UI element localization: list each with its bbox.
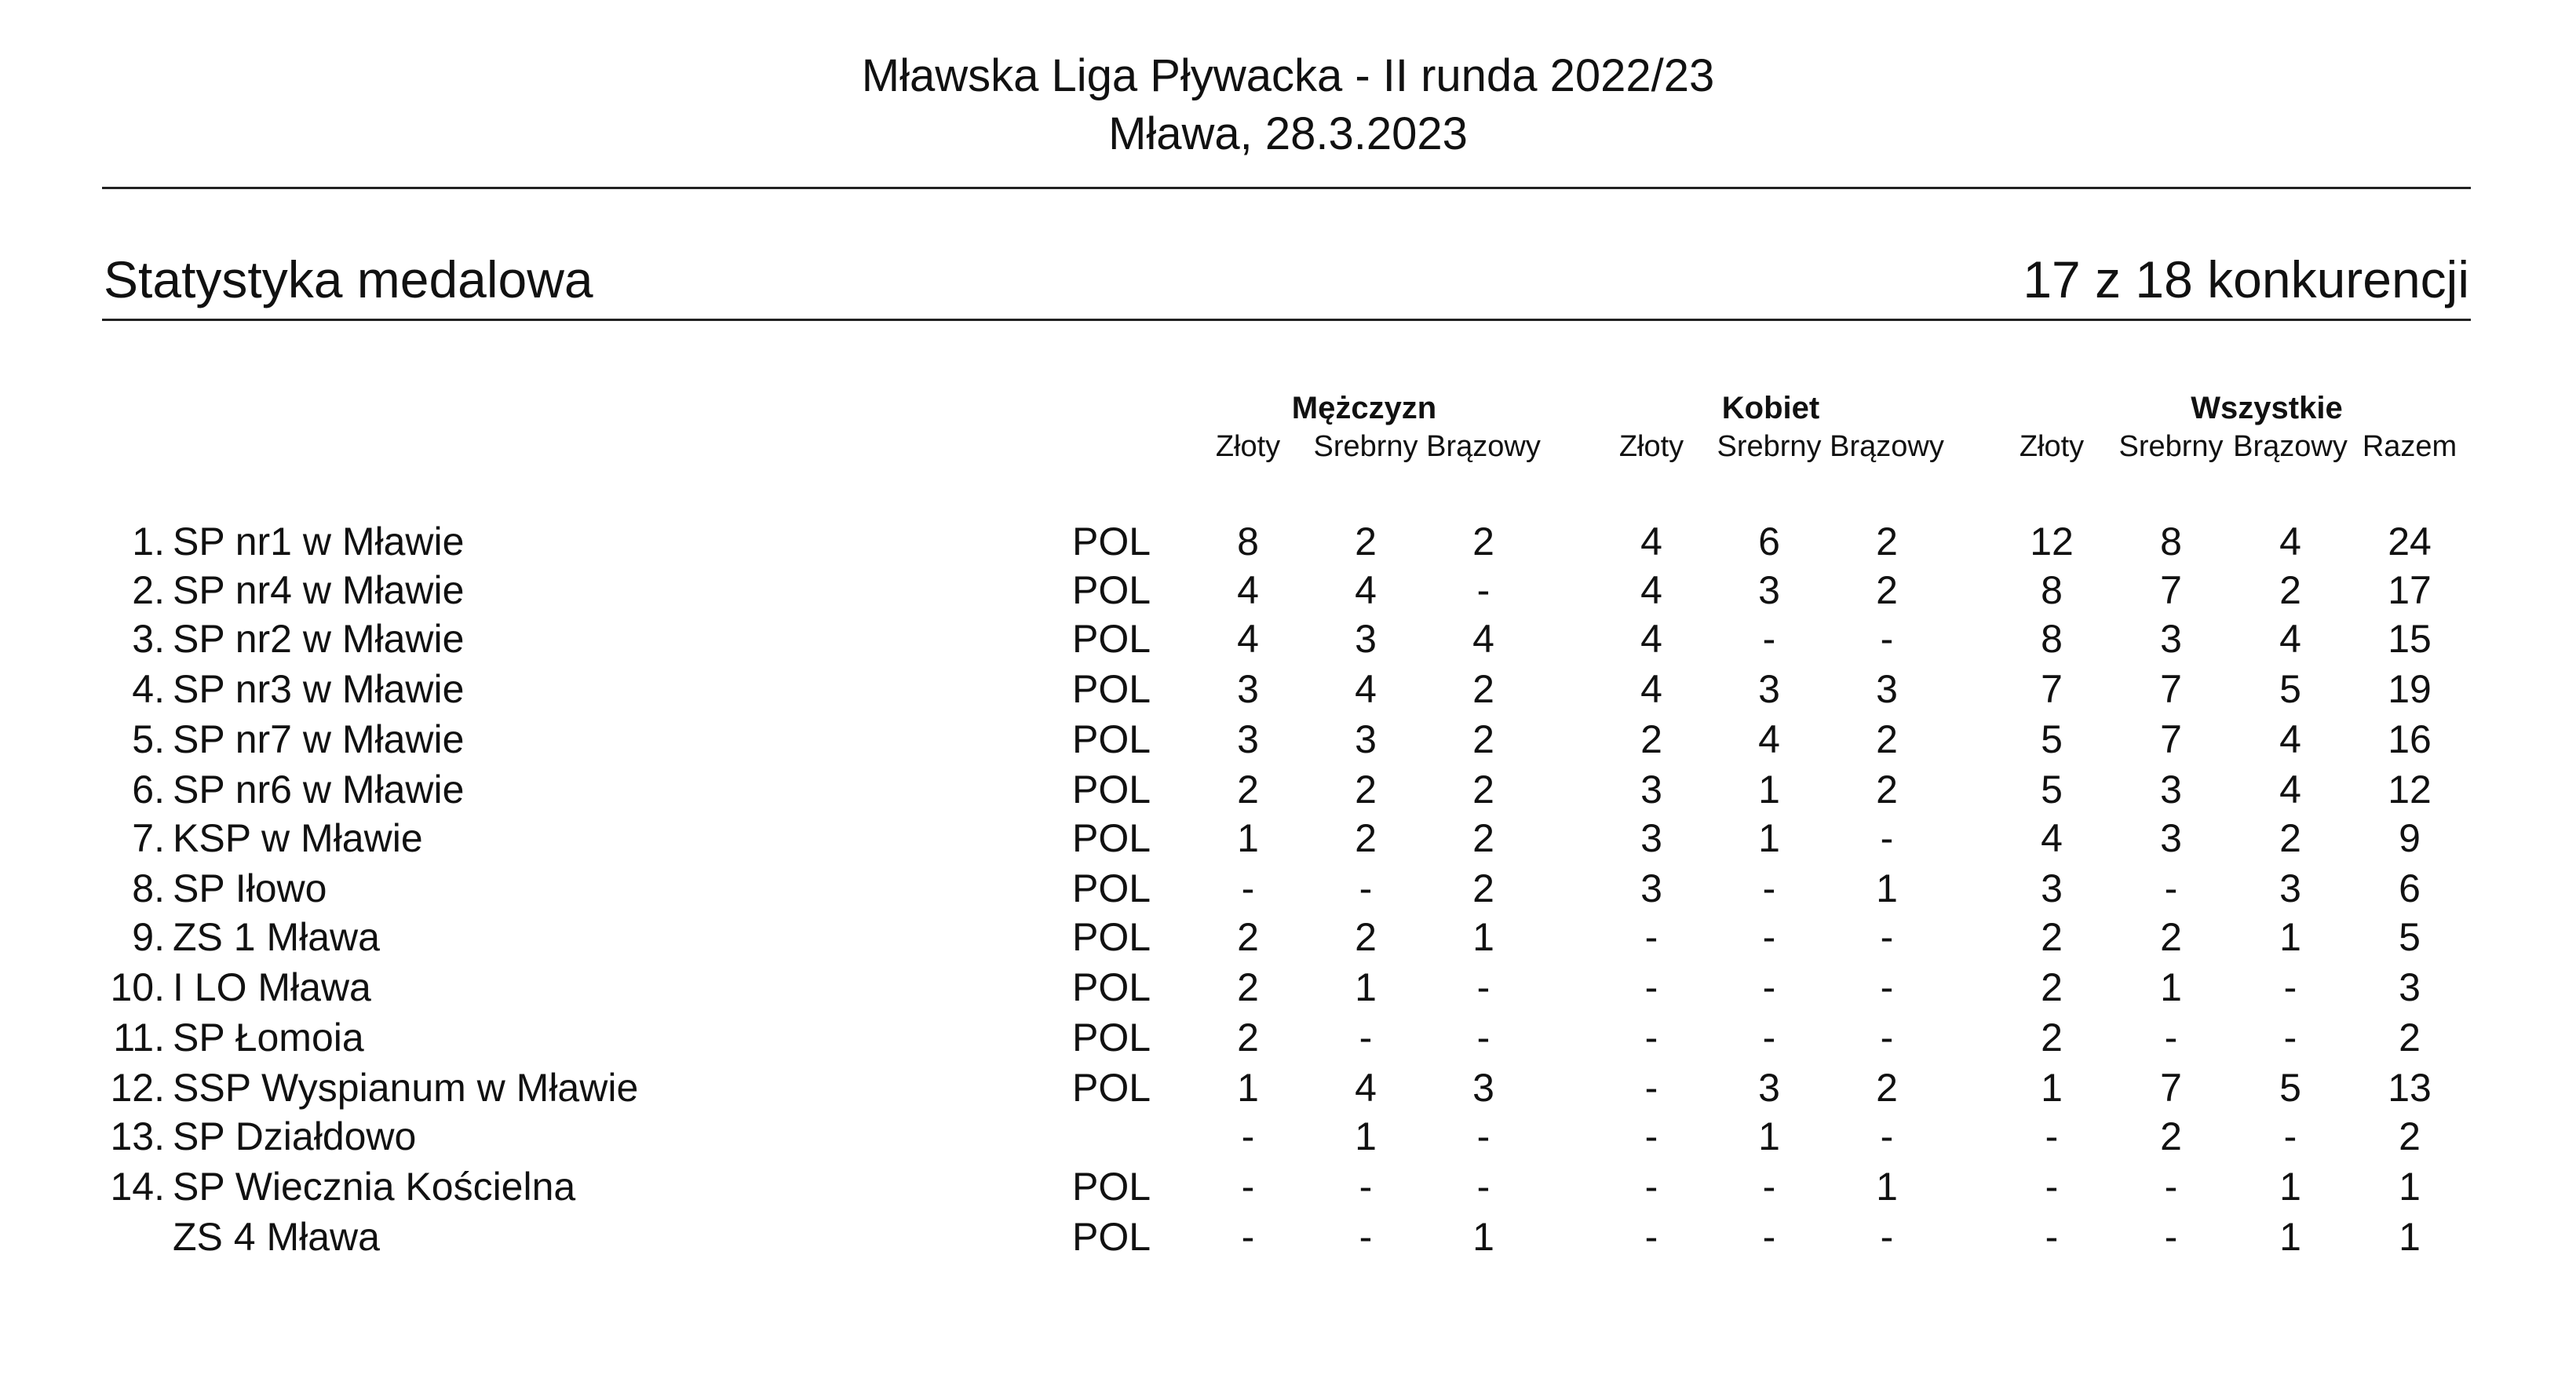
all-silver-cell: 2 bbox=[2160, 1114, 2182, 1158]
women-bronze-cell: - bbox=[1880, 915, 1894, 959]
women-bronze-cell: 3 bbox=[1876, 667, 1898, 711]
men-silver-cell: 1 bbox=[1355, 965, 1377, 1009]
women-gold-cell: - bbox=[1644, 1016, 1658, 1060]
men-bronze-cell: - bbox=[1476, 568, 1491, 612]
rank-cell: 7. bbox=[132, 816, 165, 860]
men-gold-cell: 4 bbox=[1237, 568, 1259, 612]
all-bronze-cell: 1 bbox=[2279, 915, 2301, 959]
men-bronze-cell: - bbox=[1476, 1114, 1491, 1158]
rank-cell: 8. bbox=[132, 866, 165, 910]
men-silver-cell: - bbox=[1359, 1215, 1373, 1259]
col-header-all-total: Razem bbox=[2362, 430, 2457, 463]
group-header-men: Mężczyzn bbox=[1291, 391, 1437, 425]
men-silver-cell: 2 bbox=[1355, 768, 1377, 812]
country-cell: POL bbox=[1072, 816, 1151, 860]
table-row bbox=[0, 614, 2576, 664]
all-total-cell: 5 bbox=[2399, 915, 2421, 959]
men-silver-cell: - bbox=[1359, 1016, 1373, 1060]
table-row bbox=[0, 813, 2576, 863]
table-row bbox=[0, 1212, 2576, 1262]
rank-cell: 5. bbox=[132, 717, 165, 761]
women-silver-cell: - bbox=[1762, 965, 1776, 1009]
all-bronze-cell: 1 bbox=[2279, 1165, 2301, 1209]
all-bronze-cell: 4 bbox=[2279, 520, 2301, 563]
women-gold-cell: - bbox=[1644, 1215, 1658, 1259]
women-bronze-cell: 2 bbox=[1876, 768, 1898, 812]
team-name-cell: SP nr4 w Mławie bbox=[173, 568, 465, 612]
men-silver-cell: 3 bbox=[1355, 617, 1377, 661]
women-gold-cell: - bbox=[1644, 1165, 1658, 1209]
all-silver-cell: 3 bbox=[2160, 768, 2182, 812]
women-bronze-cell: - bbox=[1880, 617, 1894, 661]
all-gold-cell: 12 bbox=[2030, 520, 2074, 563]
country-cell: POL bbox=[1072, 866, 1151, 910]
men-bronze-cell: 2 bbox=[1472, 816, 1494, 860]
all-bronze-cell: - bbox=[2283, 1016, 2297, 1060]
rank-cell: 2. bbox=[132, 568, 165, 612]
rank-cell: 11. bbox=[113, 1016, 165, 1060]
country-cell: POL bbox=[1072, 1016, 1151, 1060]
document-subtitle: Mława, 28.3.2023 bbox=[1108, 108, 1468, 159]
women-silver-cell: 6 bbox=[1758, 520, 1780, 563]
all-silver-cell: 3 bbox=[2160, 617, 2182, 661]
country-cell: POL bbox=[1072, 1066, 1151, 1110]
women-bronze-cell: 2 bbox=[1876, 568, 1898, 612]
all-bronze-cell: 4 bbox=[2279, 768, 2301, 812]
table-row bbox=[0, 912, 2576, 962]
men-silver-cell: 2 bbox=[1355, 816, 1377, 860]
all-gold-cell: 8 bbox=[2041, 617, 2063, 661]
women-bronze-cell: 1 bbox=[1876, 1165, 1898, 1209]
all-gold-cell: 3 bbox=[2041, 866, 2063, 910]
all-total-cell: 13 bbox=[2388, 1066, 2432, 1110]
men-silver-cell: 1 bbox=[1355, 1114, 1377, 1158]
men-bronze-cell: 2 bbox=[1472, 768, 1494, 812]
men-bronze-cell: - bbox=[1476, 1165, 1491, 1209]
col-header-men-bronze: Brązowy bbox=[1426, 430, 1541, 463]
women-gold-cell: 4 bbox=[1640, 568, 1662, 612]
all-silver-cell: 7 bbox=[2160, 717, 2182, 761]
country-cell: POL bbox=[1072, 768, 1151, 812]
all-gold-cell: - bbox=[2045, 1215, 2059, 1259]
all-bronze-cell: - bbox=[2283, 965, 2297, 1009]
women-silver-cell: - bbox=[1762, 866, 1776, 910]
men-gold-cell: 4 bbox=[1237, 617, 1259, 661]
women-bronze-cell: - bbox=[1880, 1114, 1894, 1158]
men-gold-cell: 2 bbox=[1237, 915, 1259, 959]
team-name-cell: SP Działdowo bbox=[173, 1114, 417, 1158]
all-gold-cell: 2 bbox=[2041, 965, 2063, 1009]
all-total-cell: 17 bbox=[2388, 568, 2432, 612]
team-name-cell: I LO Mława bbox=[173, 965, 371, 1009]
women-gold-cell: - bbox=[1644, 915, 1658, 959]
country-cell: POL bbox=[1072, 915, 1151, 959]
men-gold-cell: 8 bbox=[1237, 520, 1259, 563]
all-total-cell: 16 bbox=[2388, 717, 2432, 761]
team-name-cell: SP nr2 w Mławie bbox=[173, 617, 465, 661]
men-gold-cell: - bbox=[1241, 1215, 1255, 1259]
table-row bbox=[0, 1063, 2576, 1113]
table-row bbox=[0, 714, 2576, 764]
country-cell: POL bbox=[1072, 717, 1151, 761]
table-row bbox=[0, 565, 2576, 615]
rank-cell: 6. bbox=[132, 768, 165, 812]
women-bronze-cell: - bbox=[1880, 816, 1894, 860]
table-row bbox=[0, 1012, 2576, 1063]
women-bronze-cell: 1 bbox=[1876, 866, 1898, 910]
all-gold-cell: 1 bbox=[2041, 1066, 2063, 1110]
all-bronze-cell: - bbox=[2283, 1114, 2297, 1158]
table-row bbox=[0, 664, 2576, 714]
all-total-cell: 6 bbox=[2399, 866, 2421, 910]
team-name-cell: ZS 4 Mława bbox=[173, 1215, 380, 1259]
table-row bbox=[0, 1162, 2576, 1212]
men-bronze-cell: 2 bbox=[1472, 866, 1494, 910]
women-gold-cell: - bbox=[1644, 1114, 1658, 1158]
rank-cell: 10. bbox=[110, 965, 165, 1009]
all-bronze-cell: 4 bbox=[2279, 617, 2301, 661]
women-silver-cell: - bbox=[1762, 915, 1776, 959]
all-gold-cell: 7 bbox=[2041, 667, 2063, 711]
women-silver-cell: 1 bbox=[1758, 816, 1780, 860]
all-total-cell: 2 bbox=[2399, 1114, 2421, 1158]
women-silver-cell: - bbox=[1762, 617, 1776, 661]
men-gold-cell: 3 bbox=[1237, 667, 1259, 711]
rank-cell: 9. bbox=[132, 915, 165, 959]
country-cell: POL bbox=[1072, 1215, 1151, 1259]
all-silver-cell: 2 bbox=[2160, 915, 2182, 959]
women-silver-cell: 1 bbox=[1758, 768, 1780, 812]
women-gold-cell: 3 bbox=[1640, 816, 1662, 860]
all-gold-cell: 2 bbox=[2041, 1016, 2063, 1060]
all-total-cell: 1 bbox=[2399, 1165, 2421, 1209]
women-silver-cell: - bbox=[1762, 1165, 1776, 1209]
country-cell: POL bbox=[1072, 1165, 1151, 1209]
all-silver-cell: - bbox=[2164, 1165, 2178, 1209]
men-gold-cell: 1 bbox=[1237, 1066, 1259, 1110]
men-bronze-cell: 1 bbox=[1472, 915, 1494, 959]
men-bronze-cell: - bbox=[1476, 1016, 1491, 1060]
women-silver-cell: 4 bbox=[1758, 717, 1780, 761]
rank-cell: 4. bbox=[132, 667, 165, 711]
all-total-cell: 3 bbox=[2399, 965, 2421, 1009]
women-bronze-cell: - bbox=[1880, 965, 1894, 1009]
all-silver-cell: 3 bbox=[2160, 816, 2182, 860]
women-gold-cell: - bbox=[1644, 1066, 1658, 1110]
country-cell: POL bbox=[1072, 520, 1151, 563]
all-silver-cell: 7 bbox=[2160, 568, 2182, 612]
team-name-cell: SP Wiecznia Kościelna bbox=[173, 1165, 576, 1209]
country-cell: POL bbox=[1072, 965, 1151, 1009]
men-silver-cell: - bbox=[1359, 1165, 1373, 1209]
table-row bbox=[0, 863, 2576, 914]
men-silver-cell: 4 bbox=[1355, 1066, 1377, 1110]
team-name-cell: SP nr1 w Mławie bbox=[173, 520, 465, 563]
team-name-cell: SP nr6 w Mławie bbox=[173, 768, 465, 812]
men-bronze-cell: 1 bbox=[1472, 1215, 1494, 1259]
men-bronze-cell: 2 bbox=[1472, 717, 1494, 761]
all-gold-cell: 5 bbox=[2041, 768, 2063, 812]
men-bronze-cell: 4 bbox=[1472, 617, 1494, 661]
document-title: Mławska Liga Pływacka - II runda 2022/23 bbox=[861, 50, 1715, 101]
all-bronze-cell: 2 bbox=[2279, 568, 2301, 612]
team-name-cell: SSP Wyspianum w Mławie bbox=[173, 1066, 639, 1110]
women-gold-cell: 3 bbox=[1640, 866, 1662, 910]
women-silver-cell: 3 bbox=[1758, 1066, 1780, 1110]
group-header-all: Wszystkie bbox=[2191, 391, 2343, 425]
men-gold-cell: 3 bbox=[1237, 717, 1259, 761]
table-row bbox=[0, 1111, 2576, 1162]
women-silver-cell: - bbox=[1762, 1215, 1776, 1259]
team-name-cell: SP Łomoia bbox=[173, 1016, 364, 1060]
women-silver-cell: - bbox=[1762, 1016, 1776, 1060]
men-gold-cell: 2 bbox=[1237, 1016, 1259, 1060]
team-name-cell: ZS 1 Mława bbox=[173, 915, 380, 959]
all-silver-cell: 7 bbox=[2160, 667, 2182, 711]
all-silver-cell: - bbox=[2164, 866, 2178, 910]
all-bronze-cell: 2 bbox=[2279, 816, 2301, 860]
col-header-women-bronze: Brązowy bbox=[1830, 430, 1944, 463]
women-bronze-cell: 2 bbox=[1876, 1066, 1898, 1110]
rank-cell: 12. bbox=[110, 1066, 165, 1110]
women-gold-cell: 2 bbox=[1640, 717, 1662, 761]
all-silver-cell: - bbox=[2164, 1016, 2178, 1060]
all-gold-cell: 2 bbox=[2041, 915, 2063, 959]
table-row bbox=[0, 516, 2576, 567]
women-bronze-cell: - bbox=[1880, 1016, 1894, 1060]
col-header-all-silver: Srebrny bbox=[2118, 430, 2224, 463]
col-header-women-silver: Srebrny bbox=[1717, 430, 1822, 463]
all-silver-cell: 7 bbox=[2160, 1066, 2182, 1110]
col-header-women-gold: Złoty bbox=[1618, 430, 1684, 463]
all-gold-cell: 4 bbox=[2041, 816, 2063, 860]
women-bronze-cell: 2 bbox=[1876, 717, 1898, 761]
all-gold-cell: - bbox=[2045, 1165, 2059, 1209]
men-gold-cell: - bbox=[1241, 866, 1255, 910]
women-bronze-cell: 2 bbox=[1876, 520, 1898, 563]
team-name-cell: SP nr7 w Mławie bbox=[173, 717, 465, 761]
rank-cell: 3. bbox=[132, 617, 165, 661]
all-silver-cell: 1 bbox=[2160, 965, 2182, 1009]
table-row bbox=[0, 764, 2576, 815]
all-total-cell: 24 bbox=[2388, 520, 2432, 563]
all-total-cell: 2 bbox=[2399, 1016, 2421, 1060]
men-silver-cell: - bbox=[1359, 866, 1373, 910]
women-gold-cell: 4 bbox=[1640, 667, 1662, 711]
country-cell: POL bbox=[1072, 568, 1151, 612]
col-header-all-bronze: Brązowy bbox=[2233, 430, 2348, 463]
women-gold-cell: - bbox=[1644, 965, 1658, 1009]
all-gold-cell: 5 bbox=[2041, 717, 2063, 761]
all-bronze-cell: 1 bbox=[2279, 1215, 2301, 1259]
men-silver-cell: 3 bbox=[1355, 717, 1377, 761]
all-total-cell: 19 bbox=[2388, 667, 2432, 711]
men-gold-cell: 2 bbox=[1237, 965, 1259, 1009]
all-bronze-cell: 5 bbox=[2279, 667, 2301, 711]
men-bronze-cell: 2 bbox=[1472, 667, 1494, 711]
col-header-men-silver: Srebrny bbox=[1313, 430, 1418, 463]
team-name-cell: SP nr3 w Mławie bbox=[173, 667, 465, 711]
men-bronze-cell: 2 bbox=[1472, 520, 1494, 563]
men-gold-cell: - bbox=[1241, 1165, 1255, 1209]
all-total-cell: 1 bbox=[2399, 1215, 2421, 1259]
col-header-all-gold: Złoty bbox=[2019, 430, 2085, 463]
rank-cell: 1. bbox=[132, 520, 165, 563]
women-gold-cell: 4 bbox=[1640, 617, 1662, 661]
all-bronze-cell: 5 bbox=[2279, 1066, 2301, 1110]
table-row bbox=[0, 962, 2576, 1012]
men-silver-cell: 2 bbox=[1355, 915, 1377, 959]
all-total-cell: 9 bbox=[2399, 816, 2421, 860]
men-silver-cell: 4 bbox=[1355, 568, 1377, 612]
women-silver-cell: 1 bbox=[1758, 1114, 1780, 1158]
all-gold-cell: 8 bbox=[2041, 568, 2063, 612]
men-silver-cell: 2 bbox=[1355, 520, 1377, 563]
all-bronze-cell: 3 bbox=[2279, 866, 2301, 910]
women-gold-cell: 3 bbox=[1640, 768, 1662, 812]
women-gold-cell: 4 bbox=[1640, 520, 1662, 563]
all-silver-cell: - bbox=[2164, 1215, 2178, 1259]
col-header-men-gold: Złoty bbox=[1215, 430, 1281, 463]
men-gold-cell: 1 bbox=[1237, 816, 1259, 860]
women-silver-cell: 3 bbox=[1758, 667, 1780, 711]
rank-cell: 14. bbox=[110, 1165, 165, 1209]
men-silver-cell: 4 bbox=[1355, 667, 1377, 711]
team-name-cell: SP Iłowo bbox=[173, 866, 327, 910]
men-gold-cell: 2 bbox=[1237, 768, 1259, 812]
all-bronze-cell: 4 bbox=[2279, 717, 2301, 761]
men-bronze-cell: 3 bbox=[1472, 1066, 1494, 1110]
women-silver-cell: 3 bbox=[1758, 568, 1780, 612]
all-total-cell: 12 bbox=[2388, 768, 2432, 812]
team-name-cell: KSP w Mławie bbox=[173, 816, 423, 860]
country-cell: POL bbox=[1072, 667, 1151, 711]
group-header-women: Kobiet bbox=[1721, 391, 1820, 425]
all-gold-cell: - bbox=[2045, 1114, 2059, 1158]
section-title: Statystyka medalowa bbox=[104, 250, 593, 308]
all-silver-cell: 8 bbox=[2160, 520, 2182, 563]
rank-cell: 13. bbox=[110, 1114, 165, 1158]
all-total-cell: 15 bbox=[2388, 617, 2432, 661]
men-gold-cell: - bbox=[1241, 1114, 1255, 1158]
women-bronze-cell: - bbox=[1880, 1215, 1894, 1259]
men-bronze-cell: - bbox=[1476, 965, 1491, 1009]
country-cell: POL bbox=[1072, 617, 1151, 661]
section-progress: 17 z 18 konkurencji bbox=[2023, 250, 2469, 308]
